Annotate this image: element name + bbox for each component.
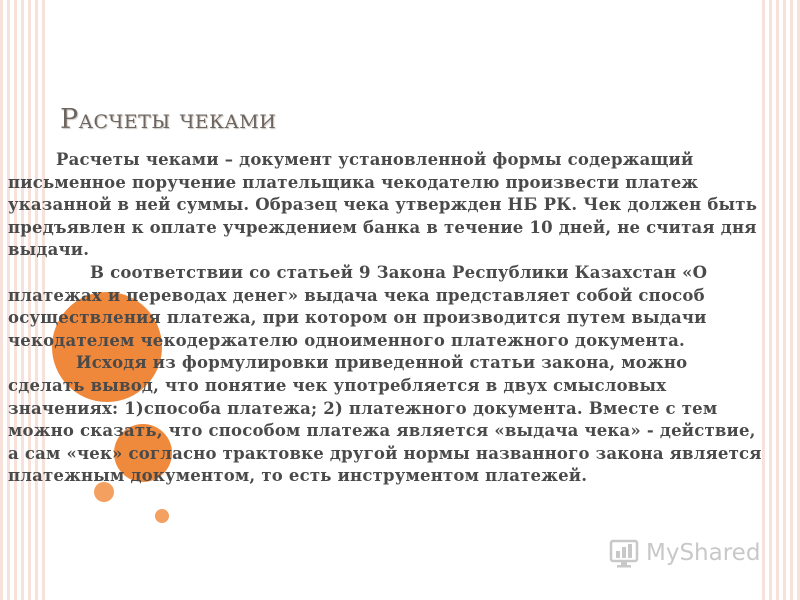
slide-body: [8, 149, 768, 488]
watermark-text: MyShared: [646, 540, 761, 566]
slide-title: Расчеты чеками: [60, 104, 277, 135]
myshared-logo-icon: [608, 536, 642, 570]
myshared-watermark[interactable]: [608, 536, 760, 570]
paragraph-definition: Расчеты чеками – документ установленной формы содержащий письменное поручение плательщика чекодателю произвести платеж указанной в ней суммы. Образец чека утвержден НБ РК. Чек должен быть предъявлен к оплате учреждением банка в течение 10 дней, не считая дня выдачи.: [8, 150, 758, 260]
paragraph-law-reference: В соответствии со статьей 9 Закона Республики Казахстан «О платежах и переводах денег» выдача чека представляет собой способ осуществления платежа, при котором он производится путем выдачи чекодателем чекодержателю одноименного платежного документа.: [8, 262, 708, 350]
paragraph-conclusion: Исходя из формулировки приведенной статьи закона, можно сделать вывод, что понятие чек употребляется в двух смысловых значениях: 1)способа платежа; 2) платежного документа. Вместе с тем можно сказать, что способом платежа является «выдача чека» - действие, а сам «чек» согласно трактовке другой нормы названного закона является платежным документом, то есть инструментом платежей.: [8, 353, 762, 486]
tiny-orange-circle: [155, 509, 169, 523]
